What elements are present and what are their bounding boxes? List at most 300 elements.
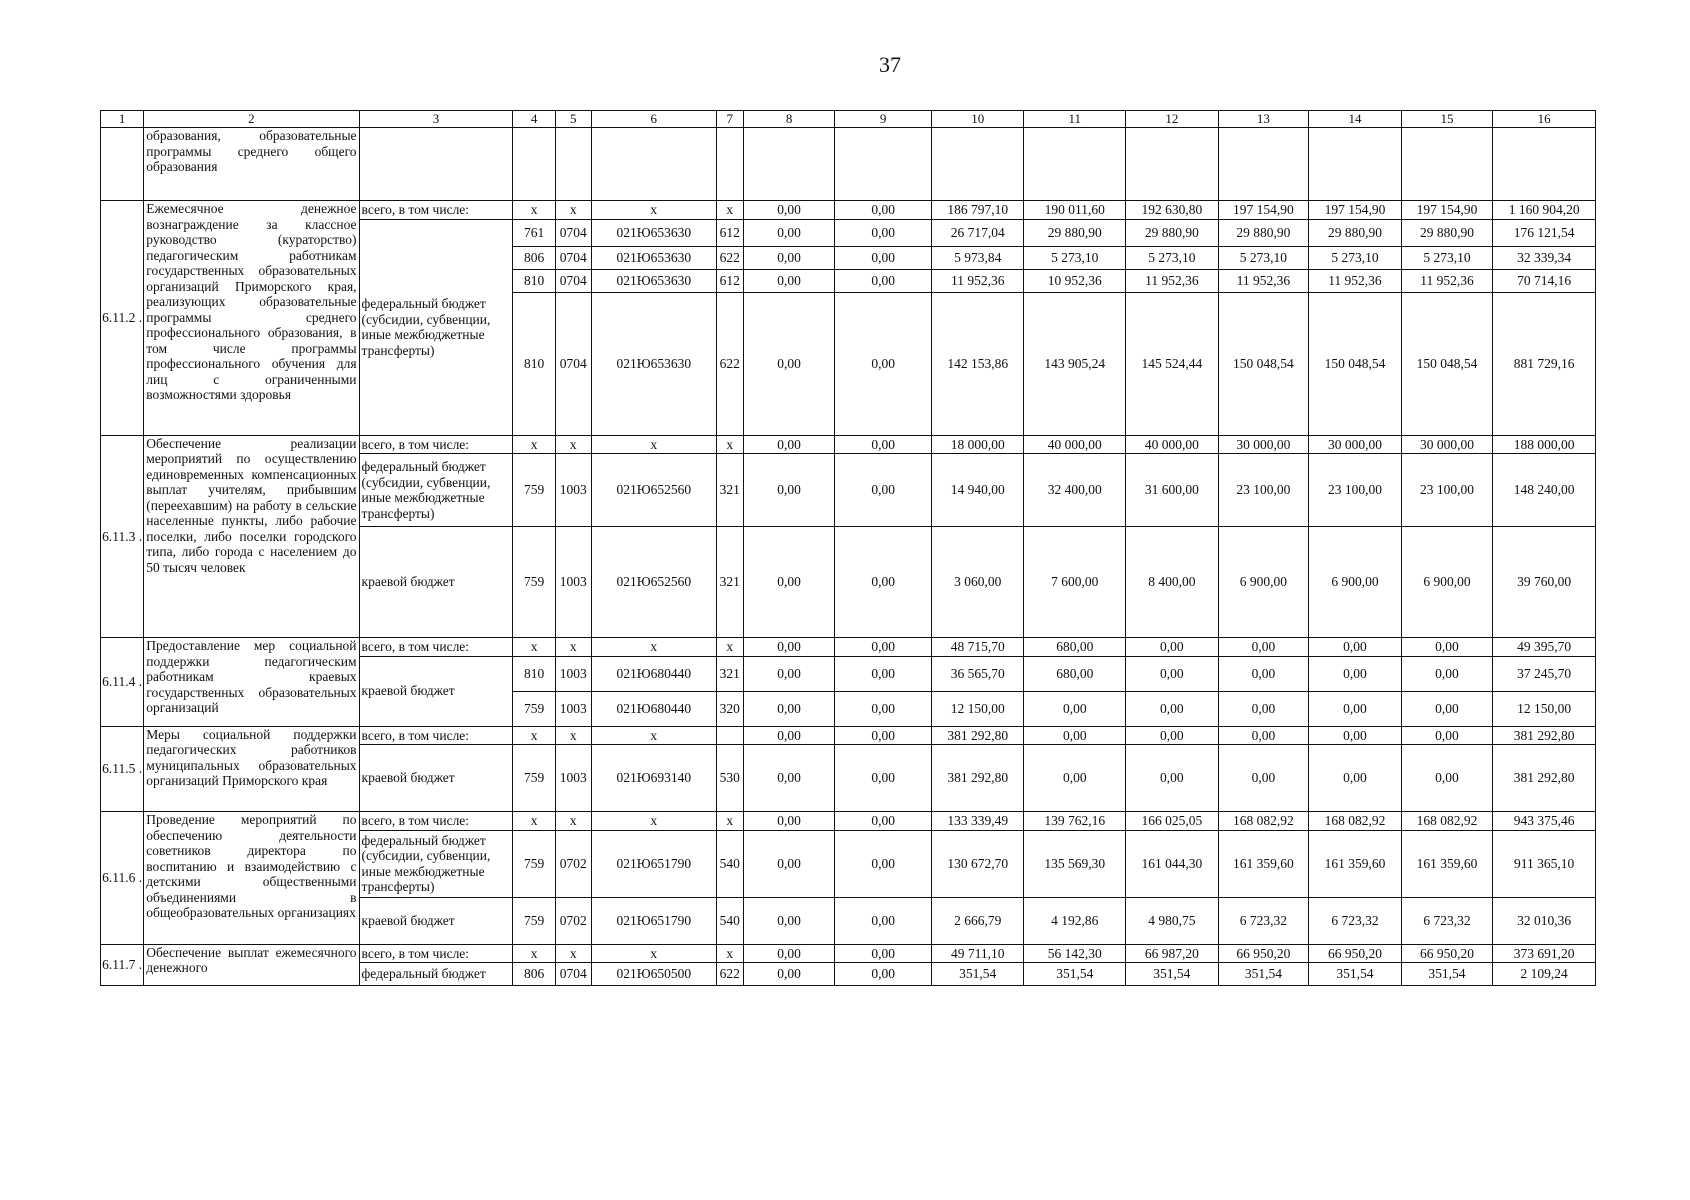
code-cell: х xyxy=(513,638,555,657)
value-cell: 0,00 xyxy=(743,638,835,657)
value-cell: 0,00 xyxy=(1218,638,1309,657)
budget-table xyxy=(100,110,1596,986)
value-cell: 0,00 xyxy=(1024,726,1126,745)
value-cell: 11 952,36 xyxy=(1401,269,1493,292)
code-cell: 810 xyxy=(513,656,555,691)
value-cell: 12 150,00 xyxy=(1493,691,1596,726)
code-cell: х xyxy=(555,812,591,831)
value-cell: 0,00 xyxy=(1218,656,1309,691)
value-cell: 30 000,00 xyxy=(1309,435,1402,454)
funding-source: краевой бюджет xyxy=(359,745,513,812)
code-cell: х xyxy=(591,638,716,657)
value-cell: 6 723,32 xyxy=(1309,897,1402,944)
value-cell: 39 760,00 xyxy=(1493,527,1596,638)
value-cell: 381 292,80 xyxy=(1493,726,1596,745)
funding-source: всего, в том числе: xyxy=(359,435,513,454)
code-cell: х xyxy=(513,812,555,831)
funding-source: всего, в том числе: xyxy=(359,812,513,831)
code-cell: 321 xyxy=(716,454,743,527)
value-cell: 680,00 xyxy=(1024,638,1126,657)
empty-cell xyxy=(716,128,743,201)
value-cell: 351,54 xyxy=(931,963,1024,986)
code-cell: 806 xyxy=(513,963,555,986)
value-cell: 30 000,00 xyxy=(1401,435,1493,454)
column-header: 2 xyxy=(144,111,359,128)
value-cell: 197 154,90 xyxy=(1309,201,1402,220)
code-cell: х xyxy=(716,435,743,454)
value-cell: 145 524,44 xyxy=(1126,292,1219,435)
value-cell: 0,00 xyxy=(835,897,932,944)
value-cell: 130 672,70 xyxy=(931,830,1024,897)
empty-cell xyxy=(1493,128,1596,201)
value-cell: 66 950,20 xyxy=(1309,944,1402,963)
column-header: 7 xyxy=(716,111,743,128)
code-cell: х xyxy=(591,944,716,963)
value-cell: 0,00 xyxy=(835,269,932,292)
column-header: 9 xyxy=(835,111,932,128)
value-cell: 0,00 xyxy=(1309,745,1402,812)
code-cell: 530 xyxy=(716,745,743,812)
header-row xyxy=(101,111,1596,128)
value-cell: 0,00 xyxy=(835,454,932,527)
value-cell: 32 010,36 xyxy=(1493,897,1596,944)
value-cell: 0,00 xyxy=(743,527,835,638)
code-cell: 0704 xyxy=(555,292,591,435)
code-cell: 540 xyxy=(716,830,743,897)
measure-number: 6.11.3 . xyxy=(101,435,144,638)
continuation-row xyxy=(101,128,1596,201)
value-cell: 66 950,20 xyxy=(1401,944,1493,963)
value-cell: 139 762,16 xyxy=(1024,812,1126,831)
value-cell: 0,00 xyxy=(835,963,932,986)
value-cell: 168 082,92 xyxy=(1401,812,1493,831)
value-cell: 881 729,16 xyxy=(1493,292,1596,435)
value-cell: 0,00 xyxy=(1401,638,1493,657)
column-header: 15 xyxy=(1401,111,1493,128)
value-cell: 10 952,36 xyxy=(1024,269,1126,292)
funding-source: всего, в том числе: xyxy=(359,944,513,963)
value-cell: 0,00 xyxy=(1401,745,1493,812)
code-cell: 021Ю653630 xyxy=(591,292,716,435)
empty-cell xyxy=(555,128,591,201)
value-cell: 150 048,54 xyxy=(1309,292,1402,435)
value-cell: 40 000,00 xyxy=(1126,435,1219,454)
value-cell: 0,00 xyxy=(1218,726,1309,745)
empty-cell xyxy=(835,128,932,201)
value-cell: 150 048,54 xyxy=(1218,292,1309,435)
value-cell: 0,00 xyxy=(743,246,835,269)
measure-description: Обеспечение реализации мероприятий по осуществлению единовременных компенсационных выплат учителям, прибывшим (переехавшим) на работу в сельские населенные пункты, либо рабочие поселки, либо поселки городского типа, либо города с населением до 50 тысяч человек xyxy=(144,435,359,638)
value-cell: 6 900,00 xyxy=(1401,527,1493,638)
value-cell: 168 082,92 xyxy=(1309,812,1402,831)
value-cell: 197 154,90 xyxy=(1401,201,1493,220)
code-cell: 1003 xyxy=(555,527,591,638)
code-cell: х xyxy=(591,812,716,831)
code-cell: х xyxy=(591,726,716,745)
value-cell: 11 952,36 xyxy=(1309,269,1402,292)
table-row xyxy=(101,435,1596,454)
value-cell: 12 150,00 xyxy=(931,691,1024,726)
code-cell: 321 xyxy=(716,656,743,691)
code-cell: 622 xyxy=(716,963,743,986)
measure-description: Обеспечение выплат ежемесячного денежного xyxy=(144,944,359,986)
value-cell: 0,00 xyxy=(743,830,835,897)
value-cell: 70 714,16 xyxy=(1493,269,1596,292)
value-cell: 0,00 xyxy=(1218,691,1309,726)
value-cell: 0,00 xyxy=(1024,691,1126,726)
value-cell: 0,00 xyxy=(743,454,835,527)
code-cell: 0704 xyxy=(555,219,591,246)
code-cell: 321 xyxy=(716,527,743,638)
table-row xyxy=(101,726,1596,745)
value-cell: 11 952,36 xyxy=(931,269,1024,292)
value-cell: 161 044,30 xyxy=(1126,830,1219,897)
value-cell: 373 691,20 xyxy=(1493,944,1596,963)
column-header: 8 xyxy=(743,111,835,128)
code-cell: 1003 xyxy=(555,454,591,527)
code-cell: 021Ю650500 xyxy=(591,963,716,986)
value-cell: 5 273,10 xyxy=(1401,246,1493,269)
value-cell: 0,00 xyxy=(1309,638,1402,657)
value-cell: 0,00 xyxy=(835,726,932,745)
code-cell: 021Ю653630 xyxy=(591,219,716,246)
code-cell: 759 xyxy=(513,745,555,812)
value-cell: 0,00 xyxy=(835,435,932,454)
code-cell: х xyxy=(555,726,591,745)
measure-number: 6.11.2 . xyxy=(101,201,144,436)
value-cell: 0,00 xyxy=(743,944,835,963)
value-cell: 381 292,80 xyxy=(1493,745,1596,812)
code-cell: х xyxy=(716,944,743,963)
value-cell: 0,00 xyxy=(743,691,835,726)
code-cell: 1003 xyxy=(555,656,591,691)
value-cell: 6 900,00 xyxy=(1309,527,1402,638)
value-cell: 5 973,84 xyxy=(931,246,1024,269)
value-cell: 0,00 xyxy=(835,527,932,638)
value-cell: 0,00 xyxy=(743,656,835,691)
value-cell: 6 723,32 xyxy=(1218,897,1309,944)
value-cell: 161 359,60 xyxy=(1309,830,1402,897)
column-header: 1 xyxy=(101,111,144,128)
value-cell: 680,00 xyxy=(1024,656,1126,691)
value-cell: 0,00 xyxy=(1309,726,1402,745)
value-cell: 351,54 xyxy=(1218,963,1309,986)
value-cell: 29 880,90 xyxy=(1024,219,1126,246)
empty-cell xyxy=(1401,128,1493,201)
value-cell: 29 880,90 xyxy=(1126,219,1219,246)
column-header: 4 xyxy=(513,111,555,128)
code-cell: 622 xyxy=(716,292,743,435)
value-cell: 351,54 xyxy=(1024,963,1126,986)
code-cell: х xyxy=(513,201,555,220)
empty-cell xyxy=(1126,128,1219,201)
value-cell: 0,00 xyxy=(743,201,835,220)
value-cell: 7 600,00 xyxy=(1024,527,1126,638)
column-header: 10 xyxy=(931,111,1024,128)
code-cell: 021Ю653630 xyxy=(591,246,716,269)
code-cell: 761 xyxy=(513,219,555,246)
value-cell: 0,00 xyxy=(1401,691,1493,726)
value-cell: 0,00 xyxy=(743,292,835,435)
value-cell: 4 192,86 xyxy=(1024,897,1126,944)
code-cell: 759 xyxy=(513,897,555,944)
value-cell: 66 987,20 xyxy=(1126,944,1219,963)
code-cell: х xyxy=(716,201,743,220)
funding-source: краевой бюджет xyxy=(359,656,513,726)
value-cell: 176 121,54 xyxy=(1493,219,1596,246)
value-cell: 135 569,30 xyxy=(1024,830,1126,897)
value-cell: 161 359,60 xyxy=(1218,830,1309,897)
code-cell: 0702 xyxy=(555,897,591,944)
value-cell: 0,00 xyxy=(835,638,932,657)
empty-cell xyxy=(743,128,835,201)
value-cell: 133 339,49 xyxy=(931,812,1024,831)
value-cell: 2 666,79 xyxy=(931,897,1024,944)
value-cell: 0,00 xyxy=(743,435,835,454)
table-row xyxy=(101,944,1596,963)
value-cell: 351,54 xyxy=(1401,963,1493,986)
measure-description: Ежемесячное денежное вознаграждение за классное руководство (кураторство) педагогическим работникам государственных образовательных организаций Приморского края, реализующих образовательные программы среднего профессионального образования, в том числе программы профессионального обучения для лиц с ограниченными возможностями здоровья xyxy=(144,201,359,436)
value-cell: 0,00 xyxy=(743,812,835,831)
value-cell: 351,54 xyxy=(1309,963,1402,986)
column-header: 11 xyxy=(1024,111,1126,128)
funding-source: федеральный бюджет xyxy=(359,963,513,986)
value-cell: 14 940,00 xyxy=(931,454,1024,527)
value-cell: 943 375,46 xyxy=(1493,812,1596,831)
measure-description: Проведение мероприятий по обеспечению деятельности советников директора по воспитанию и взаимодействию с детскими общественными объединениями в общеобразовательных организациях xyxy=(144,812,359,945)
code-cell: х xyxy=(513,726,555,745)
value-cell: 29 880,90 xyxy=(1401,219,1493,246)
measure-number: 6.11.4 . xyxy=(101,638,144,727)
value-cell: 190 011,60 xyxy=(1024,201,1126,220)
code-cell: х xyxy=(591,435,716,454)
column-header: 3 xyxy=(359,111,513,128)
table-row xyxy=(101,812,1596,831)
column-header: 5 xyxy=(555,111,591,128)
value-cell: 49 711,10 xyxy=(931,944,1024,963)
value-cell: 4 980,75 xyxy=(1126,897,1219,944)
table-row xyxy=(101,638,1596,657)
value-cell: 30 000,00 xyxy=(1218,435,1309,454)
value-cell: 351,54 xyxy=(1126,963,1219,986)
measure-number: 6.11.6 . xyxy=(101,812,144,945)
column-header: 12 xyxy=(1126,111,1219,128)
value-cell: 32 400,00 xyxy=(1024,454,1126,527)
code-cell: х xyxy=(513,944,555,963)
column-header: 16 xyxy=(1493,111,1596,128)
value-cell: 0,00 xyxy=(835,246,932,269)
value-cell: 192 630,80 xyxy=(1126,201,1219,220)
value-cell: 31 600,00 xyxy=(1126,454,1219,527)
value-cell: 911 365,10 xyxy=(1493,830,1596,897)
value-cell: 3 060,00 xyxy=(931,527,1024,638)
code-cell: 0704 xyxy=(555,246,591,269)
funding-source: федеральный бюджет (субсидии, субвенции, иные межбюджетные трансферты) xyxy=(359,830,513,897)
value-cell: 186 797,10 xyxy=(931,201,1024,220)
code-cell: 759 xyxy=(513,691,555,726)
measure-description: Предоставление мер социальной поддержки педагогическим работникам краевых государственных образовательных организаций xyxy=(144,638,359,727)
value-cell: 18 000,00 xyxy=(931,435,1024,454)
value-cell: 0,00 xyxy=(1309,691,1402,726)
value-cell: 0,00 xyxy=(835,830,932,897)
value-cell: 66 950,20 xyxy=(1218,944,1309,963)
funding-source: краевой бюджет xyxy=(359,897,513,944)
value-cell: 197 154,90 xyxy=(1218,201,1309,220)
value-cell: 40 000,00 xyxy=(1024,435,1126,454)
code-cell: 320 xyxy=(716,691,743,726)
measure-description: Меры социальной поддержки педагогических работников муниципальных образовательных организаций Приморского края xyxy=(144,726,359,812)
value-cell: 0,00 xyxy=(835,292,932,435)
code-cell: 1003 xyxy=(555,691,591,726)
value-cell: 0,00 xyxy=(1126,638,1219,657)
value-cell: 0,00 xyxy=(743,897,835,944)
value-cell: 6 723,32 xyxy=(1401,897,1493,944)
value-cell: 0,00 xyxy=(743,726,835,745)
value-cell: 0,00 xyxy=(835,201,932,220)
code-cell: 021Ю652560 xyxy=(591,454,716,527)
empty-cell xyxy=(1218,128,1309,201)
code-cell: х xyxy=(555,944,591,963)
value-cell: 166 025,05 xyxy=(1126,812,1219,831)
funding-source: краевой бюджет xyxy=(359,527,513,638)
value-cell: 143 905,24 xyxy=(1024,292,1126,435)
code-cell: х xyxy=(555,201,591,220)
value-cell: 37 245,70 xyxy=(1493,656,1596,691)
value-cell: 0,00 xyxy=(835,691,932,726)
code-cell: 622 xyxy=(716,246,743,269)
value-cell: 0,00 xyxy=(743,219,835,246)
measure-number: 6.11.7 . xyxy=(101,944,144,986)
value-cell: 0,00 xyxy=(743,745,835,812)
value-cell: 0,00 xyxy=(1126,726,1219,745)
code-cell: 021Ю653630 xyxy=(591,269,716,292)
value-cell: 0,00 xyxy=(743,963,835,986)
code-cell: 021Ю693140 xyxy=(591,745,716,812)
code-cell: х xyxy=(591,201,716,220)
value-cell: 5 273,10 xyxy=(1024,246,1126,269)
code-cell: х xyxy=(555,638,591,657)
value-cell: 11 952,36 xyxy=(1218,269,1309,292)
value-cell: 48 715,70 xyxy=(931,638,1024,657)
value-cell: 36 565,70 xyxy=(931,656,1024,691)
code-cell: 540 xyxy=(716,897,743,944)
value-cell: 142 153,86 xyxy=(931,292,1024,435)
value-cell: 148 240,00 xyxy=(1493,454,1596,527)
code-cell xyxy=(716,726,743,745)
value-cell: 0,00 xyxy=(1401,656,1493,691)
code-cell: х xyxy=(716,812,743,831)
code-cell: 810 xyxy=(513,269,555,292)
column-header: 14 xyxy=(1309,111,1402,128)
value-cell: 0,00 xyxy=(743,269,835,292)
value-cell: 188 000,00 xyxy=(1493,435,1596,454)
value-cell: 5 273,10 xyxy=(1126,246,1219,269)
code-cell: 612 xyxy=(716,219,743,246)
code-cell: х xyxy=(513,435,555,454)
value-cell: 0,00 xyxy=(1218,745,1309,812)
code-cell: 759 xyxy=(513,454,555,527)
empty-cell xyxy=(591,128,716,201)
value-cell: 150 048,54 xyxy=(1401,292,1493,435)
funding-source: всего, в том числе: xyxy=(359,638,513,657)
value-cell: 168 082,92 xyxy=(1218,812,1309,831)
code-cell: 612 xyxy=(716,269,743,292)
funding-source: всего, в том числе: xyxy=(359,201,513,220)
value-cell: 0,00 xyxy=(835,745,932,812)
value-cell: 0,00 xyxy=(1401,726,1493,745)
measure-number: 6.11.5 . xyxy=(101,726,144,812)
row-number-cell xyxy=(101,128,144,201)
value-cell: 1 160 904,20 xyxy=(1493,201,1596,220)
value-cell: 6 900,00 xyxy=(1218,527,1309,638)
value-cell: 0,00 xyxy=(835,656,932,691)
funding-source: федеральный бюджет (субсидии, субвенции, иные межбюджетные трансферты) xyxy=(359,219,513,435)
value-cell: 0,00 xyxy=(1309,656,1402,691)
value-cell: 161 359,60 xyxy=(1401,830,1493,897)
table-row xyxy=(101,201,1596,220)
value-cell: 0,00 xyxy=(835,944,932,963)
empty-cell xyxy=(1309,128,1402,201)
code-cell: 759 xyxy=(513,830,555,897)
code-cell: 1003 xyxy=(555,745,591,812)
value-cell: 5 273,10 xyxy=(1309,246,1402,269)
value-cell: 56 142,30 xyxy=(1024,944,1126,963)
value-cell: 0,00 xyxy=(1126,656,1219,691)
code-cell: 021Ю680440 xyxy=(591,691,716,726)
value-cell: 0,00 xyxy=(835,812,932,831)
value-cell: 381 292,80 xyxy=(931,726,1024,745)
page-number: 37 xyxy=(879,52,901,77)
value-cell: 26 717,04 xyxy=(931,219,1024,246)
value-cell: 49 395,70 xyxy=(1493,638,1596,657)
value-cell: 0,00 xyxy=(1126,745,1219,812)
code-cell: 021Ю651790 xyxy=(591,830,716,897)
funding-source: федеральный бюджет (субсидии, субвенции, иные межбюджетные трансферты) xyxy=(359,454,513,527)
measure-description: образования, образовательные программы среднего общего образования xyxy=(144,128,359,201)
value-cell: 23 100,00 xyxy=(1401,454,1493,527)
code-cell: 759 xyxy=(513,527,555,638)
code-cell: 021Ю651790 xyxy=(591,897,716,944)
value-cell: 5 273,10 xyxy=(1218,246,1309,269)
code-cell: 806 xyxy=(513,246,555,269)
empty-cell xyxy=(359,128,513,201)
value-cell: 23 100,00 xyxy=(1218,454,1309,527)
code-cell: 021Ю680440 xyxy=(591,656,716,691)
value-cell: 29 880,90 xyxy=(1309,219,1402,246)
funding-source: всего, в том числе: xyxy=(359,726,513,745)
empty-cell xyxy=(513,128,555,201)
value-cell: 29 880,90 xyxy=(1218,219,1309,246)
value-cell: 32 339,34 xyxy=(1493,246,1596,269)
code-cell: 021Ю652560 xyxy=(591,527,716,638)
empty-cell xyxy=(1024,128,1126,201)
value-cell: 0,00 xyxy=(1024,745,1126,812)
value-cell: 0,00 xyxy=(835,219,932,246)
column-header: 6 xyxy=(591,111,716,128)
value-cell: 2 109,24 xyxy=(1493,963,1596,986)
code-cell: 0702 xyxy=(555,830,591,897)
value-cell: 8 400,00 xyxy=(1126,527,1219,638)
empty-cell xyxy=(931,128,1024,201)
code-cell: х xyxy=(555,435,591,454)
value-cell: 0,00 xyxy=(1126,691,1219,726)
value-cell: 11 952,36 xyxy=(1126,269,1219,292)
value-cell: 381 292,80 xyxy=(931,745,1024,812)
code-cell: 0704 xyxy=(555,963,591,986)
column-header: 13 xyxy=(1218,111,1309,128)
value-cell: 23 100,00 xyxy=(1309,454,1402,527)
code-cell: х xyxy=(716,638,743,657)
